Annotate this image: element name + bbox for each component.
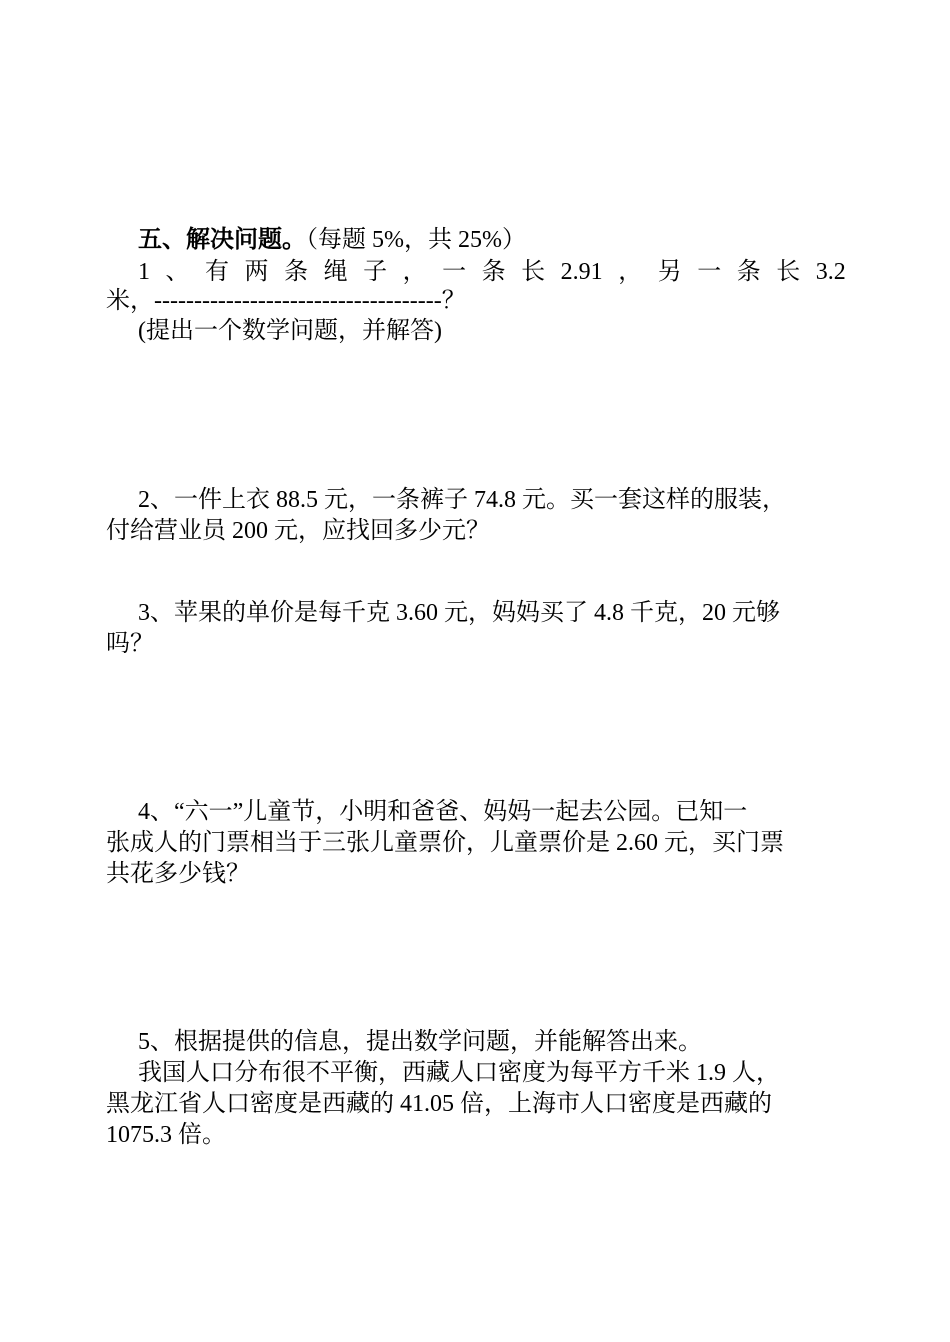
q2-line-2: 付给营业员 200 元，应找回多少元？	[106, 518, 490, 544]
q1-line-1-char: 长	[776, 259, 801, 285]
q1-line-3: (提出一个数学问题，并解答)	[138, 318, 442, 344]
score-note: （每题 5%，共 25%）	[306, 227, 526, 253]
q1-line-1-char: 长	[521, 259, 546, 285]
q1-line-1-char: 两	[244, 259, 269, 285]
section-heading	[138, 223, 526, 257]
q1-line-1-char: 另	[657, 259, 682, 285]
q1-line-2: 米，------------------------------------？	[106, 288, 466, 314]
q2-line-1: 2、一件上衣 88.5 元，一条裤子 74.8 元。买一套这样的服装，	[138, 487, 786, 513]
section-title: 五、解决问题。	[138, 227, 306, 253]
q1-line-1-char: ，	[618, 259, 643, 285]
q5-line-4: 1075.3 倍。	[106, 1122, 226, 1148]
q4-line-2: 张成人的门票相当于三张儿童票价，儿童票价是 2.60 元，买门票	[106, 830, 784, 856]
q1-line-1-char: 一	[697, 259, 722, 285]
q1-line-1-char: 子	[363, 259, 388, 285]
q1-line-1-char: 有	[205, 259, 230, 285]
q1-line-1-char: 2.91	[560, 259, 603, 285]
q5-line-3: 黑龙江省人口密度是西藏的 41.05 倍，上海市人口密度是西藏的	[106, 1091, 772, 1117]
q3-line-2: 吗？	[106, 631, 154, 657]
q1-line-1-char: 条	[736, 259, 761, 285]
q1-line-1-char: 一	[442, 259, 467, 285]
q1-line-1-char: 绳	[323, 259, 348, 285]
q1-line-1-char: 3.2	[815, 259, 846, 285]
q1-line-1-char: 、	[165, 259, 190, 285]
q1-line-1-char: 1	[138, 259, 150, 285]
q1-line-1-char: ，	[402, 259, 427, 285]
q1-line-1-char: 条	[284, 259, 309, 285]
q3-line-1: 3、苹果的单价是每千克 3.60 元，妈妈买了 4.8 千克，20 元够	[138, 600, 780, 626]
q1-line-1-char: 条	[481, 259, 506, 285]
q5-line-1: 5、根据提供的信息，提出数学问题，并能解答出来。	[138, 1029, 702, 1055]
q4-line-3: 共花多少钱？	[106, 861, 250, 887]
q4-line-1: 4、“六一”儿童节，小明和爸爸、妈妈一起去公园。已知一	[138, 799, 748, 825]
q5-line-2: 我国人口分布很不平衡，西藏人口密度为每平方千米 1.9 人，	[138, 1060, 780, 1086]
